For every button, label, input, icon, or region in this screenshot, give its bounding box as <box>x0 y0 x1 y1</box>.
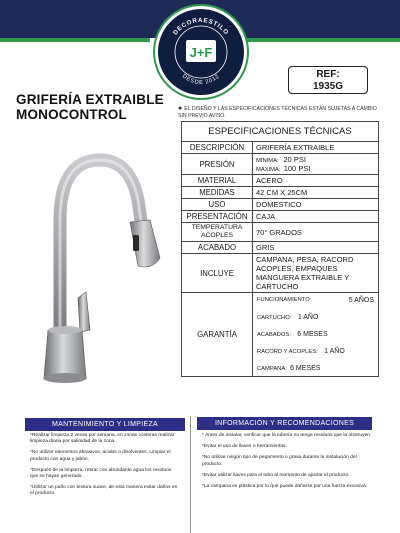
logo-mark: J+F <box>189 45 213 60</box>
specifications-table <box>181 121 379 377</box>
warranty-row: RACORD Y ACOPLES: 1 AÑO <box>257 348 345 355</box>
table-row <box>182 293 379 377</box>
spec-value <box>253 154 379 175</box>
list-item: * Antes de instalar, verificar que la tubería no tenga residuos que la obstruyen. <box>202 433 372 438</box>
spec-key: ACABADO <box>182 242 253 254</box>
table-row <box>182 254 379 293</box>
product-title <box>16 92 164 122</box>
table-row <box>182 122 379 142</box>
title-line-2: MONOCONTROL <box>16 107 127 122</box>
list-item: *Evitar utilizar llaves para el tubo al momento de ajustar el producto. <box>202 472 350 478</box>
table-row <box>182 154 379 175</box>
warranty-row: FUNCIONAMIENTO: 5 AÑOS <box>257 297 374 304</box>
svg-text:DESDE 2012 <box>181 73 221 86</box>
table-row <box>182 175 379 187</box>
spec-key: GARANTÍA <box>182 293 253 377</box>
reference-box <box>288 66 368 94</box>
bullet-icon: ● <box>178 105 183 112</box>
faucet-image <box>20 140 170 400</box>
spec-key: MATERIAL <box>182 175 253 187</box>
logo-top-text: DECORAESTILO <box>172 16 230 37</box>
maintenance-header: MANTENIMIENTO Y LIMPIEZA <box>25 418 185 431</box>
ref-code: 1935G <box>312 81 344 92</box>
table-row <box>182 199 379 211</box>
spec-value: CAJA <box>253 211 379 223</box>
list-item: *No utilizar ningún tipo de pegamento o grasa durante la instalación del producto. <box>202 455 357 467</box>
brand-logo <box>155 6 247 98</box>
section-divider <box>190 416 191 533</box>
list-item: *Después de la limpieza, retirar con abundante agua los residuos que se hayan generado. <box>30 467 172 480</box>
pressure-max: MÁXIMA: 100 PSI <box>256 164 311 173</box>
spec-value: 70° GRADOS <box>253 223 379 242</box>
warranty-list <box>253 293 379 377</box>
title-line-1: GRIFERÍA EXTRAIBLE <box>16 92 164 107</box>
warranty-row: CAMPANA: 6 MESES <box>257 365 321 372</box>
spec-key: DESCRIPCIÓN <box>182 142 253 154</box>
table-row <box>182 242 379 254</box>
table-row <box>182 211 379 223</box>
table-row <box>182 223 379 242</box>
spec-key: PRESIÓN <box>182 154 253 175</box>
spec-key: PRESENTACIÓN <box>182 211 253 223</box>
disclaimer-note <box>178 106 383 119</box>
green-accent-left <box>0 38 150 42</box>
warranty-row: ACABADOS: 6 MESES <box>257 331 328 338</box>
green-accent-right <box>245 38 400 42</box>
ref-label: REF: <box>316 69 340 80</box>
spec-value: DOMESTICO <box>253 199 379 211</box>
spec-header: ESPECIFICACIONES TÉCNICAS <box>182 122 379 142</box>
table-row <box>182 187 379 199</box>
note-text: EL DISEÑO Y LAS ESPECIFICACIONES TÉCNICAS ESTÁN SUJETAS A CAMBIO SIN PREVIO AVISO. <box>178 106 377 119</box>
information-list <box>202 433 372 495</box>
spec-value: GRIFERÍA EXTRAIBLE <box>253 142 379 154</box>
spec-key: TEMPERATURA ACOPLES <box>182 223 253 242</box>
list-item: *La campana es plástica por lo que puede dañarse por una fuerza excesiva. <box>202 484 368 490</box>
list-item: *Evitar el uso de llaves o herramientas. <box>202 444 287 450</box>
list-item: *No utilizar elementos abrasivos, ácidos o disolventes. Limpiar el producto con agua y jabón. <box>30 450 171 462</box>
information-header: INFORMACIÓN Y RECOMENDACIONES <box>197 417 372 430</box>
spec-value: GRIS <box>253 242 379 254</box>
spec-value: ACERO <box>253 175 379 187</box>
maintenance-list <box>30 433 180 503</box>
list-item: *Utilizar un paño con textura suave, de esta manera evitar daños en el producto. <box>30 485 178 497</box>
svg-text:DECORAESTILO <box>172 17 230 37</box>
table-row <box>182 142 379 154</box>
spec-key: USO <box>182 199 253 211</box>
spec-key: INCLUYE <box>182 254 253 293</box>
spec-value: 42 CM X 25CM <box>253 187 379 199</box>
pressure-min: MÍNIMA: 20 PSI <box>256 155 306 164</box>
list-item: *Realizar limpieza 2 veces por semana, en zonas costeras realizar limpieza diaria por salinidad de la zona. <box>30 433 175 445</box>
spec-value: CAMPANA, PESA, RACORD ACOPLES, EMPAQUES MANGUERA EXTRAIBLE Y CARTUCHO <box>253 254 379 293</box>
logo-bottom-text: DESDE 2012 <box>180 73 222 87</box>
spec-key: MEDIDAS <box>182 187 253 199</box>
warranty-row: CARTUCHO: 1 AÑO <box>257 314 319 321</box>
